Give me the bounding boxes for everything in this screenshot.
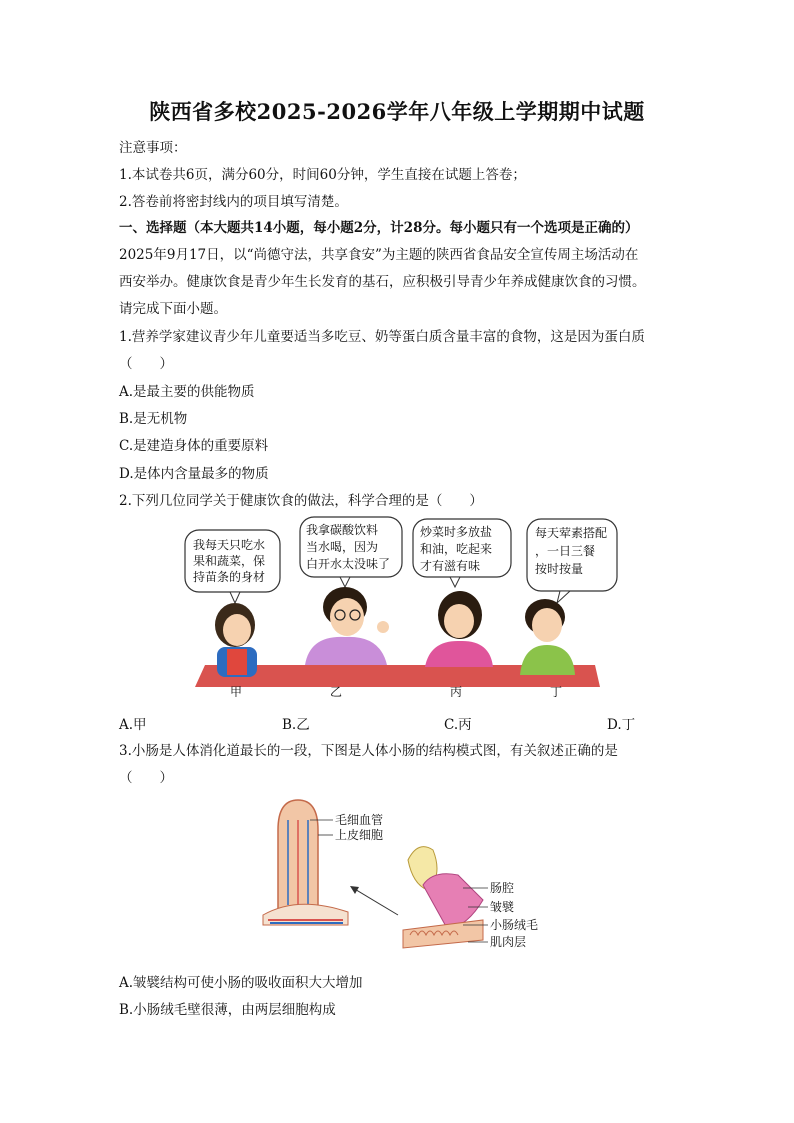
speech-bubble-yi (300, 517, 402, 587)
q1-option-b: B.是无机物 (119, 411, 188, 427)
q1-option-a: A.是最主要的供能物质 (119, 384, 255, 400)
intestine-segment-drawing (403, 847, 483, 948)
speech-bubble-bing (413, 519, 511, 587)
speech-bubble-jia (185, 530, 280, 603)
bubble-ding-line-3: 按时按量 (535, 562, 584, 576)
arrow-head (350, 886, 359, 894)
notice-item-2: 2.答卷前将密封线内的项目填写清楚。 (119, 194, 348, 210)
q2-stem: 2.下列几位同学关于健康饮食的做法，科学合理的是（ ） (119, 493, 483, 509)
intro-line-2: 西安举办。健康饮食是青少年生长发育的基石，应积极引导青少年养成健康饮食的习惯。 (119, 274, 646, 290)
student-bing (425, 591, 493, 667)
student-jia (215, 603, 257, 677)
name-yi: 乙 (330, 685, 343, 697)
q3-stem: 3.小肠是人体消化道最长的一段，下图是人体小肠的结构模式图，有关叙述正确的是 (119, 743, 618, 759)
student-ding (520, 599, 575, 675)
small-intestine-diagram (258, 790, 558, 965)
page-title: 陕西省多校2025-2026学年八年级上学期期中试题 (149, 99, 645, 124)
label-villi: 小肠绒毛 (490, 918, 539, 932)
intro-line-3: 请完成下面小题。 (119, 301, 227, 317)
bubble-ding-line-2: ，一日三餐 (535, 544, 596, 558)
name-ding: 丁 (550, 685, 563, 697)
q1-paren: （ ） (119, 356, 173, 372)
q2-option-d: D.丁 (607, 717, 636, 733)
label-capillary: 毛细血管 (335, 813, 384, 827)
label-epithelial-cell: 上皮细胞 (335, 828, 384, 842)
name-bing: 丙 (450, 685, 463, 697)
bubble-yi-line-3: 白开水太没味了 (306, 557, 391, 571)
intro-line-1: 2025年9月17日，以“尚德守法，共享食安”为主题的陕西省食品安全宣传周主场活动在 (119, 247, 639, 263)
speech-bubble-ding (527, 519, 617, 603)
bubble-jia-line-2: 果和蔬菜，保 (193, 554, 266, 568)
q2-option-b: B.乙 (282, 717, 310, 733)
bubble-bing-line-3: 才有滋有味 (420, 559, 481, 573)
students-illustration (175, 515, 620, 697)
arrow-line (353, 888, 398, 915)
name-jia: 甲 (230, 685, 243, 697)
notice-heading: 注意事项： (119, 140, 187, 156)
bubble-bing-line-2: 和油，吃起来 (420, 542, 493, 556)
label-intestinal-lumen: 肠腔 (490, 881, 515, 895)
bubble-yi-line-1: 我拿碳酸饮料 (306, 523, 379, 537)
section-heading: 一、选择题（本大题共14小题，每小题2分，计28分。每小题只有一个选项是正确的） (119, 220, 639, 236)
q3-option-b: B.小肠绒毛壁很薄，由两层细胞构成 (119, 1002, 336, 1018)
q2-option-c: C.丙 (444, 717, 472, 733)
bubble-bing-line-1: 炒菜时多放盐 (420, 525, 493, 539)
q3-paren: （ ） (119, 770, 173, 786)
bubble-yi-line-2: 当水喝，因为 (306, 540, 379, 554)
bubble-jia-line-3: 持苗条的身材 (193, 570, 266, 584)
q3-option-a: A.皱襞结构可使小肠的吸收面积大大增加 (119, 975, 363, 991)
q1-option-d: D.是体内含量最多的物质 (119, 466, 269, 482)
label-muscle-layer: 肌肉层 (490, 935, 527, 949)
notice-item-1: 1.本试卷共6页，满分60分，时间60分钟，学生直接在试题上答卷； (119, 167, 526, 183)
q2-option-a: A.甲 (119, 717, 147, 733)
q1-option-c: C.是建造身体的重要原料 (119, 438, 269, 454)
label-fold: 皱襞 (490, 900, 515, 914)
bubble-jia-line-1: 我每天只吃水 (193, 538, 266, 552)
student-yi (305, 587, 389, 665)
q1-stem: 1.营养学家建议青少年儿童要适当多吃豆、奶等蛋白质含量丰富的食物，这是因为蛋白质 (119, 329, 645, 345)
bubble-ding-line-1: 每天荤素搭配 (535, 526, 608, 540)
